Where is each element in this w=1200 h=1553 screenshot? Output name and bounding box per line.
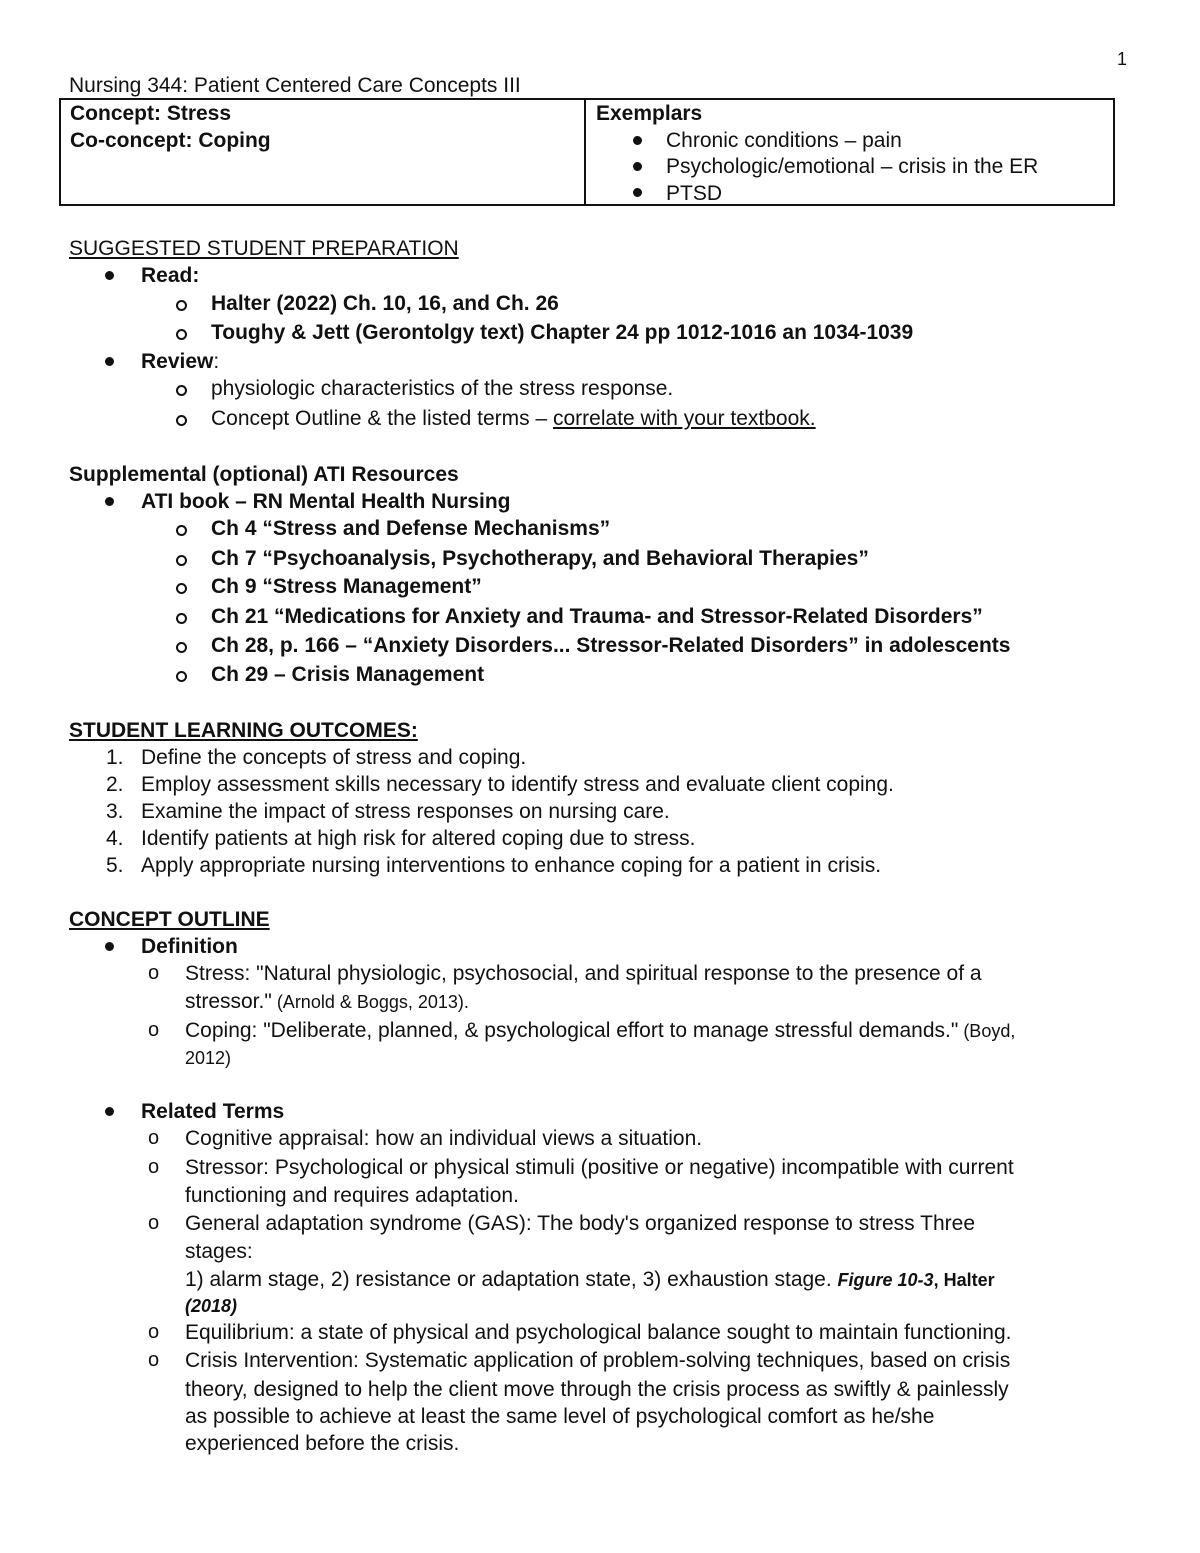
term-stressor: Stressor: Psychological or physical stimuli (positive or negative) incompatible with current [185, 1156, 1014, 1179]
circle-bullet-icon [176, 329, 187, 340]
outcome-item: Identify patients at high risk for altered coping due to stress. [141, 827, 696, 850]
exemplars-heading: Exemplars [596, 102, 703, 125]
outcome-item: Examine the impact of stress responses on nursing care. [141, 800, 670, 823]
gas-stages-text: 1) alarm stage, 2) resistance or adaptation state, 3) exhaustion stage. [185, 1268, 838, 1291]
o-bullet-icon: o [148, 1156, 160, 1178]
outcome-number: 2. [106, 773, 124, 796]
preparation-heading: SUGGESTED STUDENT PREPARATION [69, 237, 459, 260]
exemplar-item: Psychologic/emotional – crisis in the ER [666, 155, 1039, 178]
circle-bullet-icon [176, 613, 187, 624]
ati-chapter: Ch 28, p. 166 – “Anxiety Disorders... Stressor-Related Disorders” in adolescents [211, 634, 1011, 657]
circle-bullet-icon [176, 415, 187, 426]
stress-citation: (Arnold & Boggs, 2013). [271, 992, 469, 1012]
bullet-icon [105, 497, 114, 506]
concept-label: Concept: Stress [70, 102, 232, 125]
outcome-number: 4. [106, 827, 124, 850]
read-item: Halter (2022) Ch. 10, 16, and Ch. 26 [211, 292, 559, 315]
outcomes-heading: STUDENT LEARNING OUTCOMES: [69, 719, 418, 742]
ati-chapter: Ch 9 “Stress Management” [211, 575, 482, 598]
outcome-number: 1. [106, 746, 124, 769]
outcome-number: 5. [106, 854, 124, 877]
circle-bullet-icon [176, 583, 187, 594]
bullet-icon [105, 357, 114, 366]
coping-citation-cont: 2012) [185, 1048, 232, 1068]
review-label [141, 348, 219, 375]
term-gas: General adaptation syndrome (GAS): The body's organized response to stress Three [185, 1212, 975, 1235]
term-crisis-intervention: Crisis Intervention: Systematic application of problem-solving techniques, based on crisis [185, 1349, 1011, 1372]
review-colon: : [213, 350, 220, 373]
outcome-item: Employ assessment skills necessary to identify stress and evaluate client coping. [141, 773, 894, 796]
o-bullet-icon: o [148, 1321, 160, 1343]
o-bullet-icon: o [148, 1349, 160, 1371]
review-item-text: Concept Outline & the listed terms – [211, 407, 553, 430]
review-label-text: Review [141, 350, 214, 373]
gas-figure-source: , Halter [933, 1270, 995, 1290]
stress-definition-tail: stressor." [185, 990, 272, 1013]
definition-label: Definition [141, 935, 238, 958]
course-title: Nursing 344: Patient Centered Care Concepts III [69, 74, 521, 97]
gas-figure-year: (2018) [185, 1296, 238, 1316]
correlate-text: correlate with your textbook. [553, 407, 816, 430]
term-gas-stages [185, 1266, 995, 1294]
bullet-icon [105, 942, 114, 951]
o-bullet-icon: o [148, 1019, 160, 1041]
term-gas-cont: stages: [185, 1240, 253, 1263]
bullet-icon [105, 1107, 114, 1116]
outcome-item: Apply appropriate nursing interventions to enhance coping for a patient in crisis. [141, 854, 882, 877]
circle-bullet-icon [176, 555, 187, 566]
exemplar-item: Chronic conditions – pain [666, 129, 902, 152]
outline-heading: CONCEPT OUTLINE [69, 908, 270, 931]
ati-chapter: Ch 4 “Stress and Defense Mechanisms” [211, 517, 611, 540]
coping-citation: (Boyd, [958, 1021, 1016, 1041]
term-crisis-intervention-cont: theory, designed to help the client move through the crisis process as swiftly & painlessly [185, 1378, 1009, 1401]
bullet-icon [633, 162, 642, 171]
gas-figure-ref: Figure 10-3 [837, 1270, 934, 1290]
circle-bullet-icon [176, 525, 187, 536]
circle-bullet-icon [176, 671, 187, 682]
review-item: physiologic characteristics of the stress response. [211, 377, 674, 400]
bullet-icon [105, 271, 114, 280]
o-bullet-icon: o [148, 962, 160, 984]
ati-chapter: Ch 29 – Crisis Management [211, 663, 485, 686]
coping-definition [185, 1017, 1015, 1045]
coping-definition-text: Coping: "Deliberate, planned, & psychological effort to manage stressful demands." [185, 1019, 959, 1042]
bullet-icon [633, 188, 642, 197]
o-bullet-icon: o [148, 1127, 160, 1149]
supplemental-heading: Supplemental (optional) ATI Resources [69, 463, 459, 486]
co-concept-label: Co-concept: Coping [70, 129, 271, 152]
read-label: Read: [141, 264, 200, 287]
term-crisis-intervention-cont: as possible to achieve at least the same level of psychological comfort as he/she [185, 1405, 935, 1428]
outcome-item: Define the concepts of stress and coping. [141, 746, 527, 769]
bullet-icon [633, 136, 642, 145]
exemplar-item: PTSD [666, 182, 723, 205]
concept-table-divider [584, 98, 586, 206]
term-crisis-intervention-cont: experienced before the crisis. [185, 1432, 460, 1455]
o-bullet-icon: o [148, 1212, 160, 1234]
stress-definition: Stress: "Natural physiologic, psychosocial, and spiritual response to the presence of a [185, 962, 982, 985]
term-stressor-cont: functioning and requires adaptation. [185, 1184, 519, 1207]
circle-bullet-icon [176, 385, 187, 396]
page-number: 1 [1117, 49, 1128, 69]
circle-bullet-icon [176, 642, 187, 653]
circle-bullet-icon [176, 300, 187, 311]
review-item [211, 405, 816, 432]
term-cognitive-appraisal: Cognitive appraisal: how an individual views a situation. [185, 1127, 703, 1150]
ati-book: ATI book – RN Mental Health Nursing [141, 490, 511, 513]
ati-chapter: Ch 7 “Psychoanalysis, Psychotherapy, and Behavioral Therapies” [211, 547, 869, 570]
read-item: Toughy & Jett (Gerontolgy text) Chapter 24 pp 1012-1016 an 1034-1039 [211, 321, 914, 344]
related-terms-label: Related Terms [141, 1100, 285, 1123]
stress-definition-cont [185, 988, 469, 1016]
ati-chapter: Ch 21 “Medications for Anxiety and Trauma- and Stressor-Related Disorders” [211, 605, 983, 628]
outcome-number: 3. [106, 800, 124, 823]
term-equilibrium: Equilibrium: a state of physical and psychological balance sought to maintain functioning. [185, 1321, 1012, 1344]
